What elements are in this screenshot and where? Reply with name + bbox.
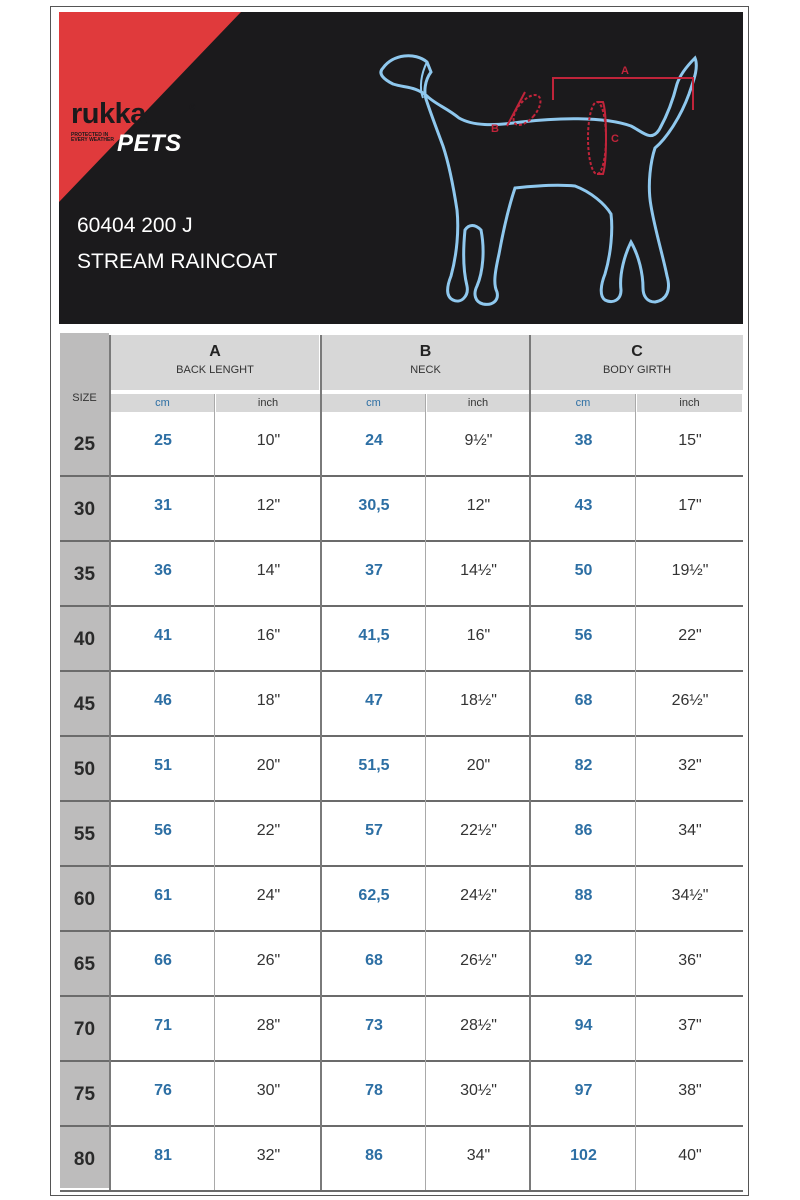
table-cell: 46 (154, 692, 172, 709)
table-cell: 30½" (460, 1082, 497, 1099)
table-cell: 37 (365, 562, 383, 579)
product-name: STREAM RAINCOAT (77, 250, 278, 273)
table-cell: 32" (678, 757, 702, 774)
row-divider (60, 1125, 743, 1127)
table-cell: 30" (256, 1082, 281, 1099)
table-cell: 36" (678, 952, 702, 969)
table-cell: 18" (256, 692, 281, 709)
column-divider (529, 335, 531, 1190)
table-cell: 97 (574, 1082, 593, 1099)
table-cell: 71 (154, 1017, 172, 1034)
table-cell: 15" (678, 432, 702, 449)
table-cell: 41,5 (358, 627, 390, 644)
table-cell: 26½" (671, 692, 709, 709)
size-value: 70 (73, 1019, 96, 1040)
table-cell: 17" (678, 497, 702, 514)
table-cell: 73 (365, 1017, 383, 1034)
size-value: 50 (73, 759, 96, 780)
table-cell: 9½" (464, 432, 493, 449)
table-cell: 16" (256, 627, 281, 644)
table-cell: 37" (678, 1017, 702, 1034)
table-cell: 56 (154, 822, 172, 839)
column-divider (109, 335, 111, 1190)
table-cell: 34½" (671, 887, 709, 904)
group-header-b (322, 335, 529, 390)
unit-header-cm: cm (111, 394, 214, 412)
row-divider (60, 800, 743, 802)
row-divider (60, 605, 743, 607)
brand-registered-mark: ® (189, 102, 196, 112)
header-banner (59, 12, 743, 324)
table-cell: 20" (466, 757, 491, 774)
table-cell: 62,5 (358, 887, 390, 904)
row-divider (60, 1190, 743, 1192)
group-title: NECK (410, 364, 441, 376)
table-cell: 30,5 (358, 497, 390, 514)
table-cell: 26" (256, 952, 281, 969)
table-cell: 22½" (460, 822, 497, 839)
table-cell: 40" (678, 1147, 702, 1164)
column-divider (320, 335, 322, 1190)
group-header-a (111, 335, 319, 390)
table-cell: 50 (574, 562, 593, 579)
diagram-label-a: A (621, 65, 629, 77)
size-value: 80 (73, 1149, 96, 1170)
brand-tagline: PROTECTED IN EVERY WEATHER (71, 132, 114, 143)
table-cell: 14½" (460, 562, 497, 579)
table-cell: 20" (256, 757, 281, 774)
table-cell: 57 (365, 822, 383, 839)
row-divider (60, 735, 743, 737)
column-divider (425, 394, 426, 1190)
table-cell: 102 (570, 1147, 597, 1164)
row-divider (60, 1060, 743, 1062)
row-divider (60, 475, 743, 477)
table-cell: 14" (256, 562, 281, 579)
table-cell: 25 (154, 432, 172, 449)
table-cell: 86 (574, 822, 593, 839)
row-divider (60, 930, 743, 932)
group-letter: C (631, 343, 643, 360)
table-cell: 10" (256, 432, 281, 449)
size-value: 30 (73, 499, 96, 520)
table-cell: 43 (574, 497, 593, 514)
size-value: 75 (73, 1084, 96, 1105)
table-cell: 18½" (460, 692, 497, 709)
brand-wordmark: rukka (71, 98, 146, 130)
table-cell: 81 (154, 1147, 172, 1164)
unit-header-cm: cm (322, 394, 425, 412)
group-letter: A (209, 343, 221, 360)
product-code: 60404 200 J (77, 214, 193, 237)
column-divider (214, 394, 215, 1190)
table-cell: 78 (365, 1082, 383, 1099)
table-cell: 22" (256, 822, 281, 839)
table-cell: 92 (574, 952, 593, 969)
row-divider (60, 540, 743, 542)
column-divider (635, 394, 636, 1190)
size-value: 25 (73, 434, 96, 455)
dog-silhouette-icon (375, 34, 705, 319)
table-cell: 31 (154, 497, 172, 514)
group-header-c (531, 335, 743, 390)
table-cell: 22" (678, 627, 702, 644)
table-cell: 76 (154, 1082, 172, 1099)
table-cell: 38" (678, 1082, 702, 1099)
table-cell: 51 (154, 757, 172, 774)
size-value: 35 (73, 564, 96, 585)
table-cell: 26½" (460, 952, 497, 969)
table-cell: 82 (574, 757, 593, 774)
table-cell: 51,5 (358, 757, 390, 774)
table-cell: 28" (256, 1017, 281, 1034)
group-title: BACK LENGHT (176, 364, 254, 376)
table-cell: 94 (574, 1017, 593, 1034)
table-cell: 68 (365, 952, 383, 969)
row-divider (60, 995, 743, 997)
table-cell: 24 (365, 432, 383, 449)
table-cell: 19½" (671, 562, 709, 579)
table-cell: 88 (574, 887, 593, 904)
table-cell: 12" (466, 497, 491, 514)
table-cell: 56 (574, 627, 593, 644)
table-cell: 66 (154, 952, 172, 969)
row-divider (60, 865, 743, 867)
table-cell: 47 (365, 692, 383, 709)
unit-header-inch: inch (427, 394, 529, 412)
group-title: BODY GIRTH (602, 364, 672, 376)
table-cell: 38 (574, 432, 593, 449)
unit-header-inch: inch (216, 394, 320, 412)
group-letter: B (419, 343, 432, 360)
diagram-label-c: C (611, 133, 619, 145)
table-cell: 24½" (460, 887, 497, 904)
table-cell: 61 (154, 887, 172, 904)
table-cell: 34" (678, 822, 702, 839)
size-value: 55 (73, 824, 96, 845)
size-value: 60 (73, 889, 96, 910)
table-cell: 16" (466, 627, 491, 644)
diagram-label-b: B (491, 123, 499, 135)
table-cell: 86 (365, 1147, 383, 1164)
table-cell: 24" (256, 887, 281, 904)
table-cell: 34" (466, 1147, 491, 1164)
table-cell: 32" (256, 1147, 281, 1164)
table-cell: 12" (256, 497, 281, 514)
size-value: 65 (73, 954, 96, 975)
row-divider (60, 670, 743, 672)
table-cell: 36 (154, 562, 172, 579)
unit-header-cm: cm (531, 394, 635, 412)
table-cell: 28½" (460, 1017, 497, 1034)
size-value: 40 (73, 629, 96, 650)
table-cell: 68 (574, 692, 593, 709)
brand-pets: PETS (117, 130, 182, 157)
unit-header-inch: inch (637, 394, 742, 412)
size-header: SIZE (72, 392, 97, 404)
size-value: 45 (73, 694, 96, 715)
table-cell: 41 (154, 627, 172, 644)
